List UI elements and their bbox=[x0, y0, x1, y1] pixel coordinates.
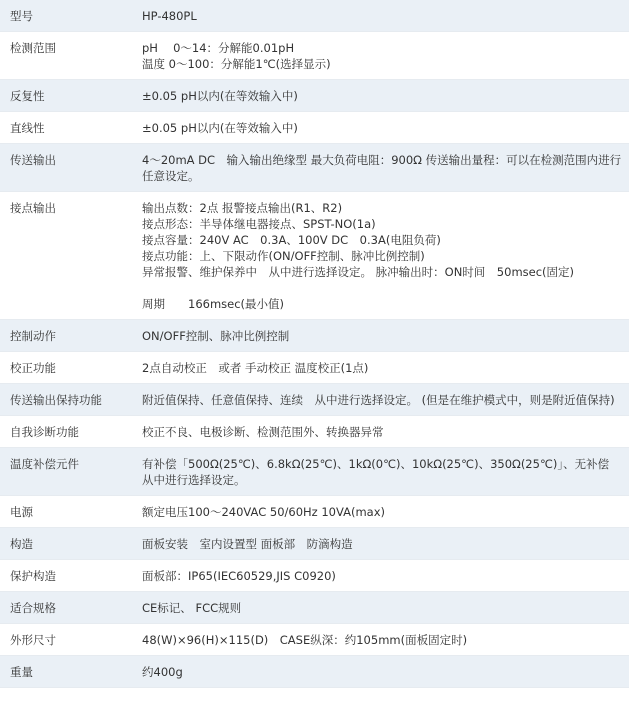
spec-row bbox=[0, 416, 629, 448]
spec-value-line: 面板部：IP65(IEC60529,JIS C0920) bbox=[142, 569, 336, 583]
spec-value bbox=[132, 384, 629, 416]
spec-row bbox=[0, 384, 629, 416]
spec-value bbox=[132, 80, 629, 112]
spec-value-line: CE标记、 FCC规则 bbox=[142, 601, 242, 615]
spec-row bbox=[0, 352, 629, 384]
spec-label: 控制动作 bbox=[10, 329, 56, 343]
spec-value-spacer bbox=[142, 280, 623, 296]
spec-label: 传送输出 bbox=[10, 153, 56, 167]
spec-value-line: ON/OFF控制、脉冲比例控制 bbox=[142, 329, 290, 343]
spec-value-line: 异常报警、维护保养中 从中进行选择设定。 脉冲输出时：ON时间 50msec(固定) bbox=[142, 265, 575, 279]
spec-value-line: 约400g bbox=[142, 665, 183, 679]
spec-value-line: 4～20mA DC 输入输出绝缘型 最大负荷电阻：900Ω 传送输出量程：可以在检测范围内进行任意设定。 bbox=[142, 153, 622, 183]
spec-value-line: ±0.05 pH以内(在等效输入中) bbox=[142, 121, 298, 135]
spec-label: 适合规格 bbox=[10, 601, 56, 615]
spec-value bbox=[132, 528, 629, 560]
spec-label: 传送输出保持功能 bbox=[10, 393, 102, 407]
spec-value-line: 面板安装 室内设置型 面板部 防滴构造 bbox=[142, 537, 353, 551]
spec-row bbox=[0, 656, 629, 688]
spec-row bbox=[0, 528, 629, 560]
spec-value-line: 48(W)×96(H)×115(D) CASE纵深：约105mm(面板固定时) bbox=[142, 633, 468, 647]
spec-value-line: 附近值保持、任意值保持、连续 从中进行选择设定。 (但是在维护模式中，则是附近值保持) bbox=[142, 393, 615, 407]
spec-value-line: 2点自动校正 或者 手动校正 温度校正(1点) bbox=[142, 361, 369, 375]
spec-row bbox=[0, 560, 629, 592]
spec-label: 构造 bbox=[10, 537, 33, 551]
spec-value bbox=[132, 496, 629, 528]
spec-value bbox=[132, 192, 629, 320]
spec-value-line: 接点功能：上、下限动作(ON/OFF控制、脉冲比例控制) bbox=[142, 249, 425, 263]
spec-row bbox=[0, 320, 629, 352]
spec-value-line: 温度 0～100：分解能1℃(选择显示) bbox=[142, 57, 331, 71]
spec-value bbox=[132, 656, 629, 688]
spec-value-line: 周期 166msec(最小值) bbox=[142, 297, 285, 311]
spec-value bbox=[132, 448, 629, 496]
spec-row bbox=[0, 592, 629, 624]
spec-value bbox=[132, 112, 629, 144]
spec-row bbox=[0, 0, 629, 32]
spec-label: 检测范围 bbox=[10, 41, 56, 55]
spec-value bbox=[132, 624, 629, 656]
spec-value-line: 有补偿「500Ω(25℃)、6.8kΩ(25℃)、1kΩ(0℃)、10kΩ(25℃)、350Ω(25℃)」、无补偿 从中进行选择设定。 bbox=[142, 457, 621, 487]
spec-row bbox=[0, 80, 629, 112]
spec-value bbox=[132, 352, 629, 384]
spec-value-line: HP-480PL bbox=[142, 9, 197, 23]
spec-row bbox=[0, 32, 629, 80]
spec-value bbox=[132, 592, 629, 624]
spec-value-line: 额定电压100～240VAC 50/60Hz 10VA(max) bbox=[142, 505, 386, 519]
spec-row bbox=[0, 496, 629, 528]
spec-value bbox=[132, 416, 629, 448]
spec-label: 自我诊断功能 bbox=[10, 425, 79, 439]
spec-value-line: 输出点数：2点 报警接点输出(R1、R2) bbox=[142, 201, 343, 215]
spec-value bbox=[132, 144, 629, 192]
spec-value bbox=[132, 560, 629, 592]
spec-label: 型号 bbox=[10, 9, 33, 23]
spec-label: 直线性 bbox=[10, 121, 45, 135]
spec-row bbox=[0, 448, 629, 496]
spec-label: 重量 bbox=[10, 665, 33, 679]
spec-label: 外形尺寸 bbox=[10, 633, 56, 647]
spec-row bbox=[0, 144, 629, 192]
spec-label: 反复性 bbox=[10, 89, 45, 103]
spec-row bbox=[0, 112, 629, 144]
spec-value-line: 接点容量：240V AC 0.3A、100V DC 0.3A(电阻负荷) bbox=[142, 233, 441, 247]
spec-label: 校正功能 bbox=[10, 361, 56, 375]
spec-row bbox=[0, 624, 629, 656]
spec-value bbox=[132, 320, 629, 352]
spec-value-line: 接点形态：半导体继电器接点、SPST-NO(1a) bbox=[142, 217, 376, 231]
spec-value bbox=[132, 32, 629, 80]
spec-row bbox=[0, 192, 629, 320]
spec-value bbox=[132, 0, 629, 32]
spec-label: 保护构造 bbox=[10, 569, 56, 583]
spec-label: 接点输出 bbox=[10, 201, 56, 215]
spec-label: 温度补偿元件 bbox=[10, 457, 79, 471]
spec-value-line: ±0.05 pH以内(在等效输入中) bbox=[142, 89, 298, 103]
spec-value-line: 校正不良、电极诊断、检测范围外、转换器异常 bbox=[142, 425, 384, 439]
spec-label: 电源 bbox=[10, 505, 33, 519]
spec-value-line: pH 0～14：分解能0.01pH bbox=[142, 41, 295, 55]
